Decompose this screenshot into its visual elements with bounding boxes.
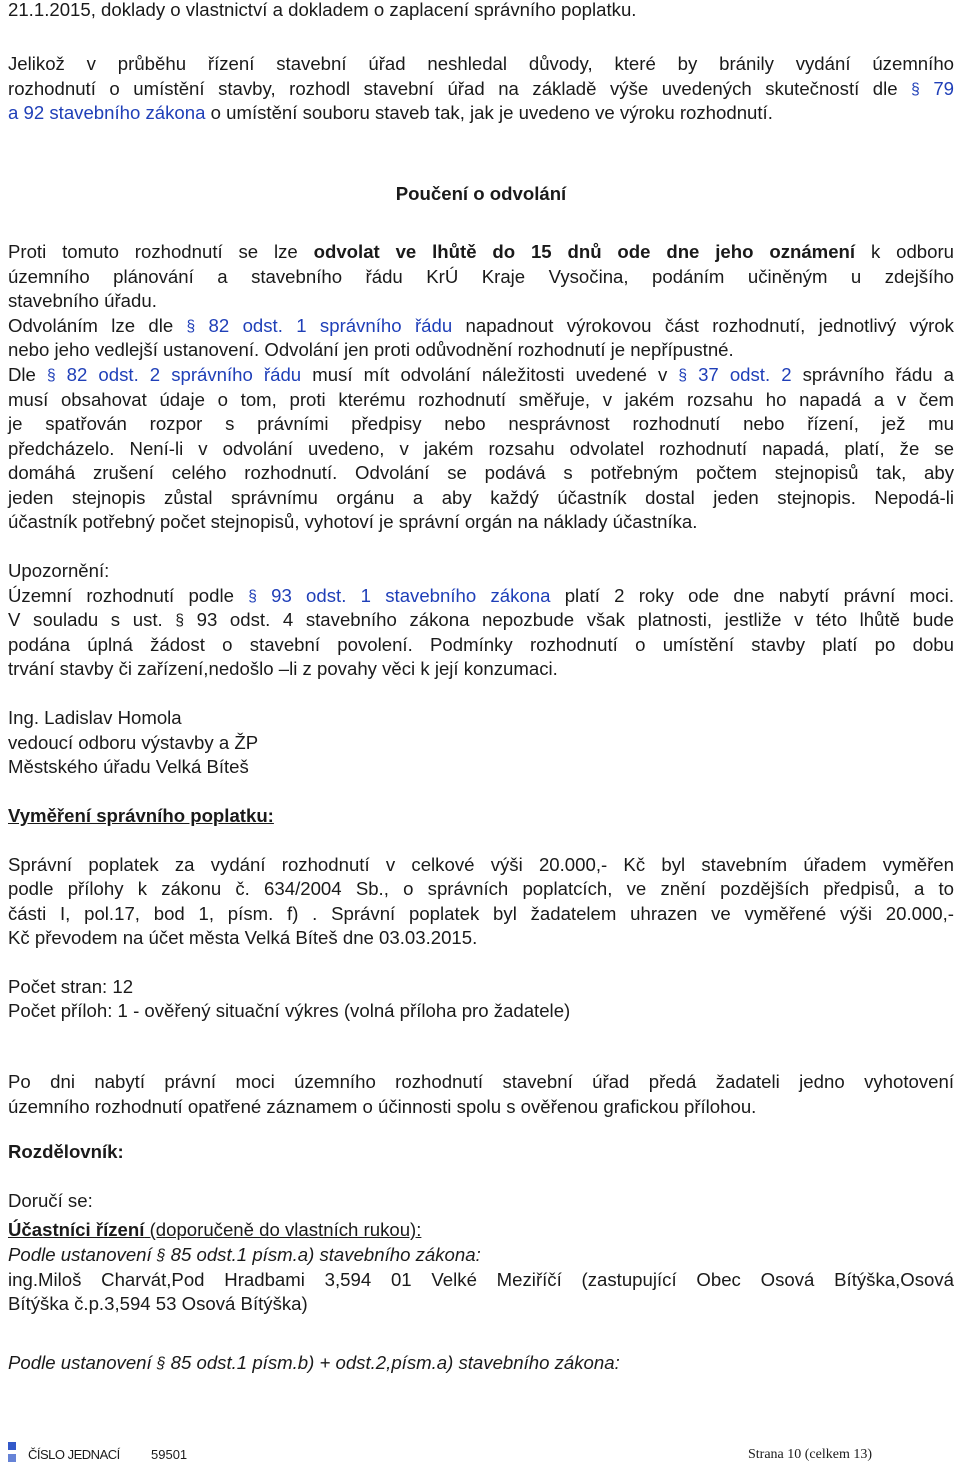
appeal-line-2: územního plánování a stavebního řádu KrÚ Kraje Vysočina, podáním učiněným u zdejšího: [8, 266, 954, 287]
decision-paragraph-line-1: Jelikož v průběhu řízení stavební úřad neshledal důvody, které by bránily vydání územního: [8, 53, 954, 74]
appeal-heading: Poučení o odvolání: [395, 183, 567, 204]
address-line-2: Bítýška č.p.3,594 53 Osová Bítýška): [8, 1293, 308, 1314]
section-82-2-link[interactable]: § 82 odst. 2 správního řádu: [46, 364, 302, 385]
signatory-role: vedoucí odboru výstavby a ŽP: [8, 732, 259, 753]
fee-line-2: podle přílohy k zákonu č. 634/2004 Sb., o správních poplatcích, ve znění pozdějších předpisů, a to: [8, 878, 954, 899]
handover-line-2: územního rozhodnutí opatřené záznamem o účinnosti spolu s ověřenou grafickou přílohou.: [8, 1096, 757, 1117]
page-indicator: Strana 10 (celkem 13): [748, 1447, 873, 1462]
address-line-1: ing.Miloš Charvát,Pod Hradbami 3,594 01 Velké Meziříčí (zastupující Obec Osová Bítýška,Osová: [8, 1269, 954, 1290]
section-92-link[interactable]: a 92 stavebního zákona: [8, 102, 206, 123]
intro-line: 21.1.2015, doklady o vlastnictví a dokladem o zaplacení správního poplatku.: [8, 0, 637, 20]
appeal-line-12: účastník potřebný počet stejnopisů, vyhotoví je správní orgán na náklady účastníka.: [8, 511, 698, 532]
page-count: Počet stran: 12: [8, 976, 134, 997]
appeal-line-4: Odvoláním lze dle § 82 odst. 1 správního řádu napadnout výrokovou část rozhodnutí, jednotlivý výrok: [8, 315, 954, 336]
page-footer: [0, 1440, 960, 1468]
appeal-line-3: stavebního úřadu.: [8, 290, 157, 311]
signatory-office: Městského úřadu Velká Bíteš: [8, 756, 249, 777]
notice-label: Upozornění:: [8, 560, 110, 581]
section-37-2-link[interactable]: § 37 odst. 2: [678, 364, 792, 385]
provision-a: Podle ustanovení § 85 odst.1 písm.a) stavebního zákona:: [8, 1244, 481, 1265]
distribution-heading: Rozdělovník:: [8, 1141, 124, 1162]
reference-number-label: ČÍSLO JEDNACÍ: [28, 1447, 120, 1462]
appeal-line-10: domáhá zrušení celého rozhodnutí. Odvolání se podává s potřebným počtem stejnopisů tak, aby: [8, 462, 954, 483]
signatory-name: Ing. Ladislav Homola: [8, 707, 182, 728]
footer-mark-icon: [8, 1442, 16, 1464]
appeal-line-5: nebo jeho vedlejší ustanovení. Odvolání jen proti odůvodnění rozhodnutí je nepřípustné.: [8, 339, 734, 360]
handover-line-1: Po dni nabytí právní moci územního rozhodnutí stavební úřad předá žadateli jedno vyhotovení: [8, 1071, 954, 1092]
notice-line-3: podána úplná žádost o stavební povolení. Podmínky rozhodnutí o umístění stavby platí po dobu: [8, 634, 954, 655]
appeal-line-7: musí obsahovat údaje o tom, proti kterému rozhodnutí směřuje, v jakém rozsahu ho napadá a v čem: [8, 389, 954, 410]
appeal-line-6: Dle § 82 odst. 2 správního řádu musí mít odvolání náležitosti uvedené v § 37 odst. 2 správního řádu a: [8, 364, 954, 385]
appeal-line-1: Proti tomuto rozhodnutí se lze odvolat ve lhůtě do 15 dnů ode dne jeho oznámení k odboru: [8, 241, 954, 262]
section-82-1-link[interactable]: § 82 odst. 1 správního řádu: [186, 315, 453, 336]
notice-line-1: Územní rozhodnutí podle § 93 odst. 1 stavebního zákona platí 2 roky ode dne nabytí právní moci.: [8, 585, 954, 606]
fee-heading: Vyměření správního poplatku:: [8, 805, 274, 826]
appeal-line-11: jeden stejnopis zůstal správnímu orgánu a aby každý účastník dostal jeden stejnopis. Nepodá-li: [8, 487, 954, 508]
decision-paragraph-line-2: rozhodnutí o umístění stavby, rozhodl stavební úřad na základě výše uvedených skutečností dle § 79: [8, 78, 954, 99]
decision-paragraph-line-3: a 92 stavebního zákona o umístění souboru staveb tak, jak je uvedeno ve výroku rozhodnutí.: [8, 102, 773, 123]
fee-line-1: Správní poplatek za vydání rozhodnutí v celkové výši 20.000,- Kč byl stavebním úřadem vyměřen: [8, 854, 954, 875]
attachment-count: Počet příloh: 1 - ověřený situační výkres (volná příloha pro žadatele): [8, 1000, 571, 1021]
section-93-1-link[interactable]: § 93 odst. 1 stavebního zákona: [248, 585, 551, 606]
appeal-line-9: předcházelo. Není-li v odvolání uvedeno, v jakém rozsahu odvolatel rozhodnutí napadá, platí, že se: [8, 438, 954, 459]
fee-line-3: části I, pol.17, bod 1, písm. f) . Správní poplatek byl žadatelem uhrazen ve vyměřené výši 20.000,-: [8, 903, 954, 924]
appeal-line-8: je spatřován rozpor s právními předpisy nebo nesprávnost rozhodnutí nebo řízení, jež mu: [8, 413, 954, 434]
notice-line-4: trvání stavby či zařízení,nedošlo –li z povahy věci k její konzumaci.: [8, 658, 558, 679]
provision-b: Podle ustanovení § 85 odst.1 písm.b) + odst.2,písm.a) stavebního zákona:: [8, 1352, 620, 1373]
reference-number: 59501: [151, 1447, 188, 1462]
fee-line-4: Kč převodem na účet města Velká Bíteš dne 03.03.2015.: [8, 927, 478, 948]
section-79-link[interactable]: § 79: [911, 78, 954, 99]
participants-label: Účastníci řízení (doporučeně do vlastních rukou):: [8, 1219, 422, 1240]
notice-line-2: V souladu s ust. § 93 odst. 4 stavebního zákona nepozbude však platnosti, jestliže v této lhůtě bude: [8, 609, 954, 630]
delivery-label: Doručí se:: [8, 1190, 93, 1211]
